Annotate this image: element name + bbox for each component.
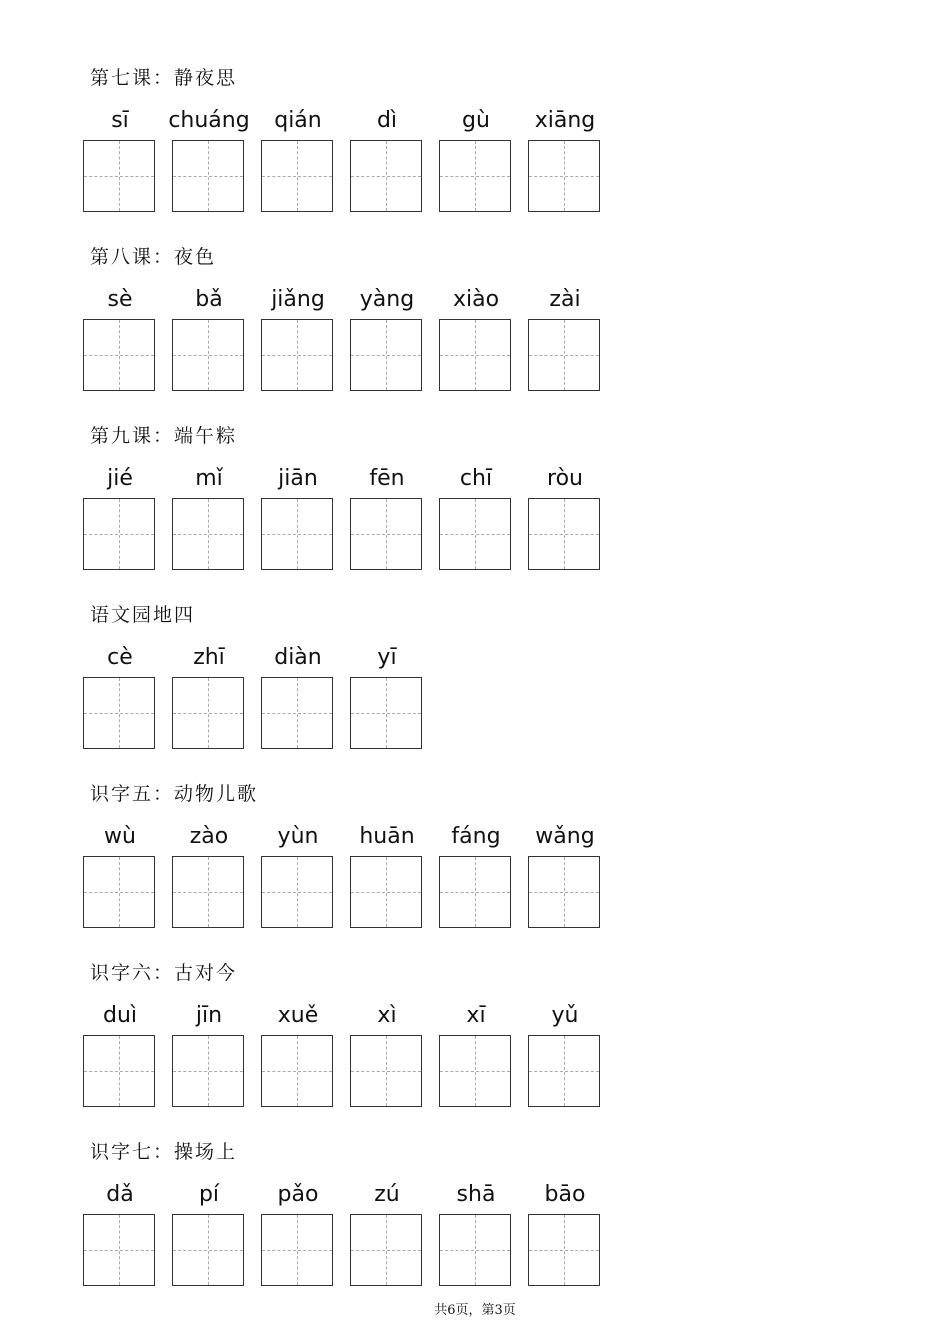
pinyin-label: huān xyxy=(359,824,415,849)
pinyin-label: jiǎng xyxy=(271,287,325,312)
pinyin-label: wǎng xyxy=(535,824,595,849)
tianzige-writing-box[interactable] xyxy=(172,140,244,212)
tianzige-writing-box[interactable] xyxy=(172,319,244,391)
tianzige-writing-box[interactable] xyxy=(83,856,155,928)
tianzige-writing-box[interactable] xyxy=(528,319,600,391)
tianzige-writing-box[interactable] xyxy=(350,677,422,749)
lesson-title: 第八课：夜色 xyxy=(90,246,217,268)
pinyin-label: dì xyxy=(376,108,398,133)
pinyin-label: bǎ xyxy=(195,287,223,312)
lesson-title: 识字五：动物儿歌 xyxy=(90,783,259,805)
tianzige-writing-box[interactable] xyxy=(261,677,333,749)
lesson-title: 第七课：静夜思 xyxy=(90,67,238,89)
tianzige-writing-box[interactable] xyxy=(350,856,422,928)
pinyin-label: chī xyxy=(459,466,493,491)
pinyin-label: cè xyxy=(107,645,133,670)
tianzige-writing-box[interactable] xyxy=(172,856,244,928)
tianzige-writing-box[interactable] xyxy=(528,856,600,928)
pinyin-label: yàng xyxy=(359,287,415,312)
tianzige-writing-box[interactable] xyxy=(439,1035,511,1107)
pinyin-label: xiāng xyxy=(534,108,596,133)
pinyin-label: yǔ xyxy=(551,1003,579,1028)
tianzige-writing-box[interactable] xyxy=(350,498,422,570)
tianzige-writing-box[interactable] xyxy=(83,498,155,570)
tianzige-writing-box[interactable] xyxy=(528,498,600,570)
lesson-title: 识字七：操场上 xyxy=(90,1141,238,1163)
pinyin-label: bāo xyxy=(544,1182,586,1207)
pinyin-label: zào xyxy=(189,824,229,849)
lesson-title: 语文园地四 xyxy=(90,604,196,626)
pinyin-label: mǐ xyxy=(195,466,223,491)
pinyin-label: dǎ xyxy=(106,1182,134,1207)
tianzige-writing-box[interactable] xyxy=(439,1214,511,1286)
page-footer: 共6页，第3页 xyxy=(434,1303,516,1318)
tianzige-writing-box[interactable] xyxy=(261,140,333,212)
pinyin-label: gù xyxy=(462,108,490,133)
pinyin-label: qián xyxy=(274,108,322,133)
lesson-title: 识字六：古对今 xyxy=(90,962,238,984)
tianzige-writing-box[interactable] xyxy=(350,1035,422,1107)
tianzige-writing-box[interactable] xyxy=(350,140,422,212)
tianzige-writing-box[interactable] xyxy=(83,677,155,749)
pinyin-label: duì xyxy=(102,1003,138,1028)
pinyin-label: chuáng xyxy=(168,108,250,133)
tianzige-writing-box[interactable] xyxy=(261,1214,333,1286)
tianzige-writing-box[interactable] xyxy=(172,1035,244,1107)
pinyin-label: sè xyxy=(107,287,133,312)
pinyin-label: zài xyxy=(549,287,581,312)
tianzige-writing-box[interactable] xyxy=(83,1035,155,1107)
pinyin-label: xuě xyxy=(277,1003,319,1028)
pinyin-label: xī xyxy=(466,1003,486,1028)
tianzige-writing-box[interactable] xyxy=(172,498,244,570)
pinyin-label: xiào xyxy=(452,287,500,312)
tianzige-writing-box[interactable] xyxy=(439,498,511,570)
pinyin-label: sī xyxy=(111,108,129,133)
pinyin-label: jié xyxy=(107,466,133,491)
pinyin-label: shā xyxy=(456,1182,496,1207)
pinyin-label: yùn xyxy=(277,824,319,849)
pinyin-label: fēn xyxy=(369,466,405,491)
pinyin-label: xì xyxy=(377,1003,397,1028)
tianzige-writing-box[interactable] xyxy=(528,140,600,212)
pinyin-label: jiān xyxy=(278,466,318,491)
pinyin-label: wù xyxy=(104,824,136,849)
pinyin-label: pǎo xyxy=(277,1182,319,1207)
pinyin-label: jīn xyxy=(195,1003,223,1028)
tianzige-writing-box[interactable] xyxy=(439,856,511,928)
tianzige-writing-box[interactable] xyxy=(350,1214,422,1286)
tianzige-writing-box[interactable] xyxy=(83,319,155,391)
pinyin-label: ròu xyxy=(547,466,583,491)
lesson-title: 第九课：端午粽 xyxy=(90,425,238,447)
tianzige-writing-box[interactable] xyxy=(350,319,422,391)
tianzige-writing-box[interactable] xyxy=(261,1035,333,1107)
tianzige-writing-box[interactable] xyxy=(83,1214,155,1286)
pinyin-label: zhī xyxy=(193,645,225,670)
pinyin-label: pí xyxy=(198,1182,220,1207)
tianzige-writing-box[interactable] xyxy=(83,140,155,212)
tianzige-writing-box[interactable] xyxy=(439,140,511,212)
pinyin-label: fáng xyxy=(451,824,501,849)
tianzige-writing-box[interactable] xyxy=(528,1035,600,1107)
tianzige-writing-box[interactable] xyxy=(172,677,244,749)
tianzige-writing-box[interactable] xyxy=(261,498,333,570)
tianzige-writing-box[interactable] xyxy=(528,1214,600,1286)
tianzige-writing-box[interactable] xyxy=(261,319,333,391)
pinyin-label: diàn xyxy=(274,645,322,670)
pinyin-label: yī xyxy=(377,645,397,670)
tianzige-writing-box[interactable] xyxy=(439,319,511,391)
pinyin-label: zú xyxy=(374,1182,400,1207)
tianzige-writing-box[interactable] xyxy=(261,856,333,928)
tianzige-writing-box[interactable] xyxy=(172,1214,244,1286)
